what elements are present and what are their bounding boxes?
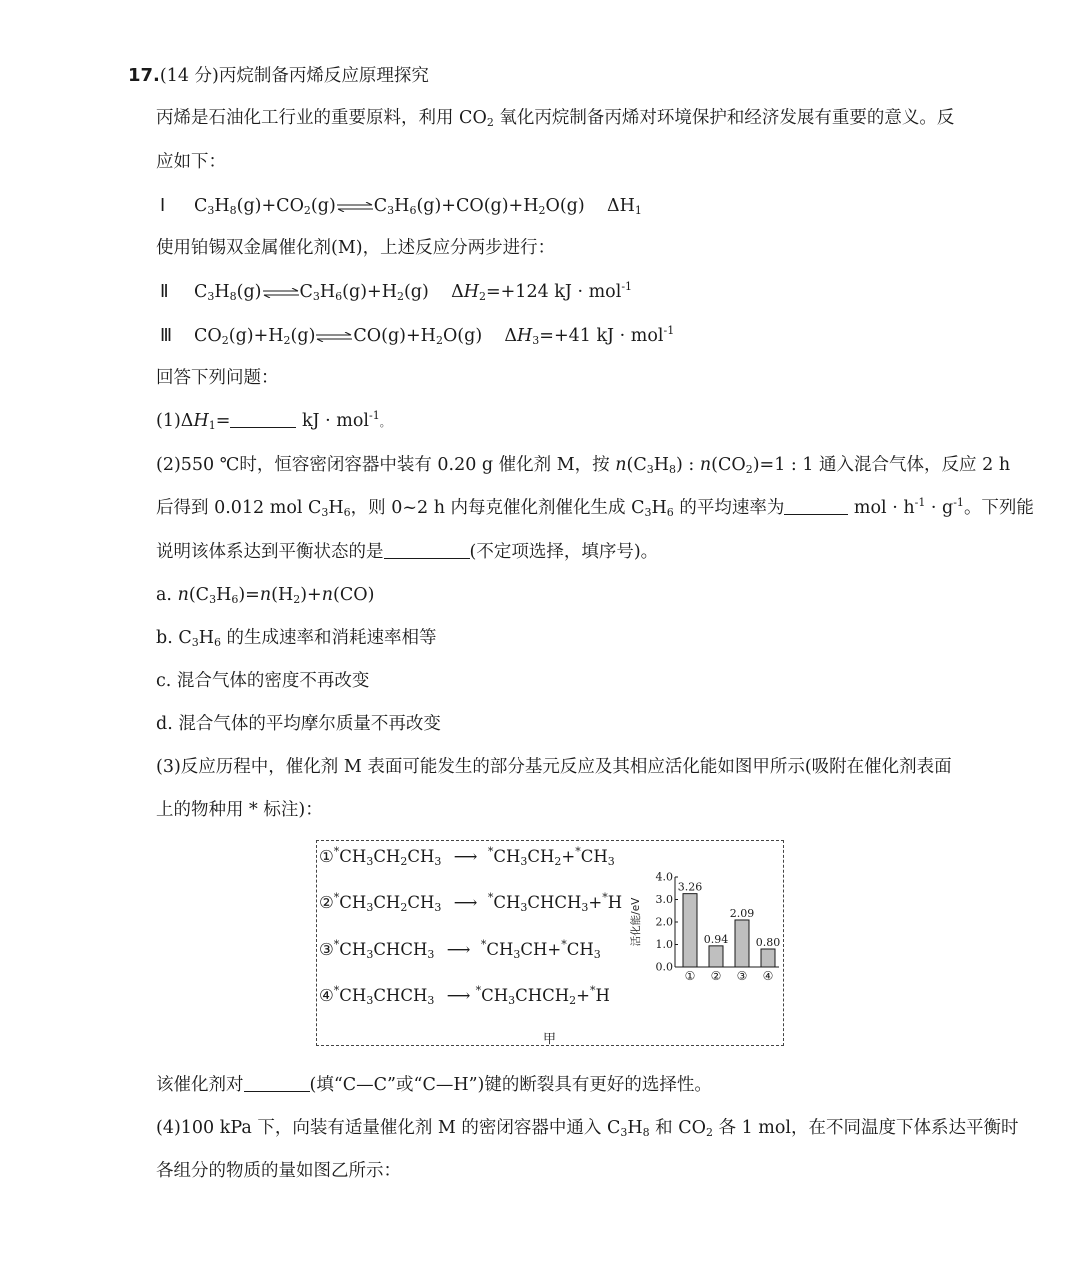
q3-after-line [156,1073,712,1097]
q4-text-b: 和 CO [649,1118,706,1138]
roman-numeral: Ⅱ [160,281,169,301]
sub: 2 [486,116,494,129]
reaction-I: Ⅰ $C_3H_8(g)+CO_2(g)$ $C_3H_6(g)+CO(g)+H_2O(g)$ $\Delta H_1$ [160,195,642,217]
option-a: a. $n(C_3H_6)=n(H_2)+n(CO)$ [156,585,375,606]
figure-jia [316,840,784,1046]
q2-choice-blank[interactable] [384,541,470,559]
option-label: b. C [156,628,192,648]
activation-energy-chart [627,867,787,987]
y-tick-label: 3.0 [655,893,673,906]
y-tick-label: 2.0 [655,915,673,929]
arrow-icon: ⟶ [453,893,476,912]
roman-numeral: Ⅰ [160,195,166,215]
x-tick-label: ④ [762,969,774,983]
q4-line-2: 各组分的物质的量如图乙所示： [156,1161,401,1181]
reaction-index: ③ [319,940,334,959]
q1-unit-exp: -1 [369,409,380,422]
answer-prompt: 回答下列问题： [156,368,279,388]
q2-line-3 [156,540,658,564]
catalyst-text: 使用铂锡双金属催化剂(M)，上述反应分两步进行： [156,238,556,258]
q1-answer-blank[interactable] [230,410,296,428]
bar-value-label: 2.09 [729,906,755,920]
q2-text-b: 反应 2 h [941,455,1011,475]
option-label: a. [156,585,172,605]
intro-text-rest: 氧化丙烷制备丙烯对环境保护和经济发展有重要的意义。反 [493,108,955,128]
x-tick-label: ② [710,969,722,983]
q2-text: 后得到 0.012 mol C [156,498,322,518]
question-header [128,64,429,88]
bar [709,946,723,967]
q3-line-1: (3)反应历程中，催化剂 M 表面可能发生的部分基元反应及其相应活化能如图甲所示(吸附在催化剂表面 [156,757,952,777]
reaction-II: Ⅱ $C_3H_8(g)$ $C_3H_6(g)+H_2(g)$ $\Delta H_2=+124$ kJ · mol$^{-1}$ [160,280,633,303]
q2-rate-blank[interactable] [784,497,848,515]
elementary-reaction-3: $③^*CH_3CHCH_3$ ⟶ $^*CH_3CH+^*CH_3$ [319,938,601,961]
equilibrium-arrow-icon [336,202,374,212]
arrow-icon: ⟶ [446,940,469,959]
bar-value-label: 3.26 [677,880,703,894]
q1-prefix: (1) [156,411,181,431]
y-axis-label: 活化能/eV [630,897,642,947]
question-number: 17. [128,65,160,86]
dh3-exp: -1 [663,324,675,337]
q3-line-2: 上的物种用 * 标注)： [156,800,323,820]
bar-value-label: 0.94 [703,932,729,946]
x-tick-label: ③ [736,969,748,983]
figure-label: 甲 [543,1032,557,1047]
option-b: b. $C_3H_6$ 的生成速率和消耗速率相等 [156,628,437,649]
reaction-index: ④ [319,986,334,1005]
dh2-exp: -1 [621,280,633,293]
option-text: 的生成速率和消耗速率相等 [220,628,437,648]
equilibrium-arrow-icon [262,288,300,298]
q2-text-b: (不定项选择，填序号)。 [469,542,659,562]
option-d: d. 混合气体的平均摩尔质量不再改变 [156,714,441,734]
q1-line: $(1)\Delta H_1=$ kJ · mol$^{-1}$。 [156,409,391,432]
y-tick-label: 1.0 [655,938,673,951]
arrow-icon: ⟶ [453,847,476,866]
q1-end: 。 [379,416,391,429]
elementary-reaction-1: $①^*CH_3CH_2CH_3$ ⟶ $^*CH_3CH_2+^*CH_3$ [319,845,615,868]
y-tick-label: 4.0 [655,870,673,884]
q1-unit: kJ · mol [301,411,369,431]
q3-text-end: 键的断裂具有更好的选择性。 [484,1075,712,1095]
q2-line-1: (2)550 ℃时，恒容密闭容器中装有 0.20 g 催化剂 M，按 $n(C_3H_8)$ : $n(CO_2)=1$ : 1 通入混合气体，反应 2 h [156,455,1011,476]
bar-value-label: 0.80 [755,936,781,949]
dh1-sub: 1 [634,204,642,217]
arrow-icon: ⟶ [446,986,469,1005]
option-c: c. 混合气体的密度不再改变 [156,671,370,691]
equilibrium-arrow-icon [315,332,353,342]
q2-text: 说明该体系达到平衡状态的是 [156,542,384,562]
q2-text-end: 。下列能 [963,498,1034,518]
bar [683,894,697,967]
q4-text-c: 各 1 mol，在不同温度下体系达平衡时 [712,1118,1019,1138]
elementary-reaction-4: $④^*CH_3CHCH_3$ ⟶ $^*CH_3CHCH_2+^*H$ [319,984,610,1007]
x-tick-label: ① [684,969,696,983]
q2-unit: mol · h [853,498,915,518]
q2-text: (2)550 ℃时，恒容密闭容器中装有 0.20 g 催化剂 M，按 [156,455,616,475]
bar [761,949,775,967]
q3-answer-blank[interactable] [244,1074,310,1092]
q4-line-1: (4)100 kPa 下，向装有适量催化剂 M 的密闭容器中通入 $C_3H_8$ 和 $CO_2$ 各 1 mol，在不同温度下体系达平衡时 [156,1118,1019,1139]
dh3-value: =+41 kJ · mol [539,326,664,346]
dh2-value: =+124 kJ · mol [485,282,622,302]
q3-text: 该催化剂对 [156,1075,244,1095]
q2-line-2: 后得到 0.012 mol $C_3H_6$，则 0~2 h 内每克催化剂催化生成 $C_3H_6$ 的平均速率为 mol · $h^{-1} \cdot g^{-1}$。下列能 [156,496,1034,519]
elementary-reaction-2: $②^*CH_3CH_2CH_3$ ⟶ $^*CH_3CHCH_3+^*H$ [319,891,623,914]
intro-line-2: 应如下： [156,152,226,172]
intro-text: 丙烯是石油化工行业的重要原料，利用 CO [156,108,487,128]
bar [735,920,749,967]
roman-numeral: Ⅲ [160,325,173,345]
dh1-label: ΔH [606,196,635,216]
reaction-index: ① [319,847,334,866]
reaction-III: Ⅲ $CO_2(g)+H_2(g)$ $CO(g)+H_2O(g)$ $\Delta H_3=+41$ kJ · mol$^{-1}$ [160,324,675,347]
q4-text: (4)100 kPa 下，向装有适量催化剂 M 的密闭容器中通入 C [156,1118,621,1138]
q2-text-c: 的平均速率为 [673,498,785,518]
q2-text-b: ，则 0~2 h 内每克催化剂催化生成 C [350,498,645,518]
question-title: (14 分)丙烷制备丙烯反应原理探究 [159,66,429,86]
reaction-index: ② [319,893,334,912]
y-tick-label: 0.0 [655,960,673,974]
q3-fill-hint: (填“C—C”或“C—H”) [309,1075,485,1095]
intro-line-1 [156,106,954,130]
